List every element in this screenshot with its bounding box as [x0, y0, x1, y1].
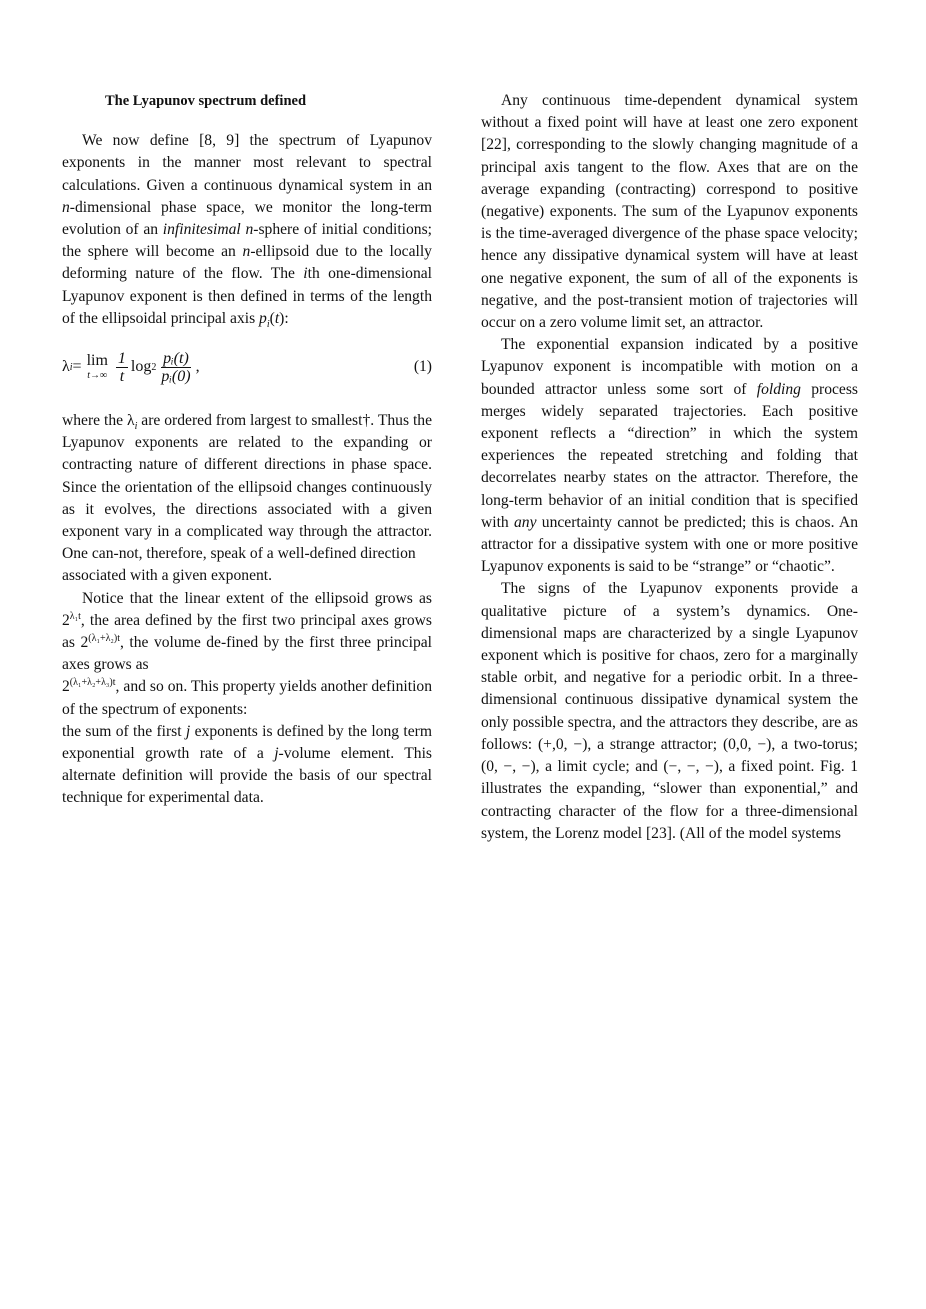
equation-number: (1) [413, 358, 432, 376]
paragraph-zero-exponent: Any continuous time-dependent dynamical system without a fixed point will have at least one zero exponent [22], corresponding to the slowly changing magnitude of a principal axis tangent to the flow. Axes that are on the average expanding (contracting) correspond to positive (negative) exponents. The sum of the Lyapunov exponents is the time-averaged divergence of the phase space velocity; hence any dissipative dynamical system will have at least one negative exponent, the sum of all of the exponents is negative, and the post-transient motion of trajectories will occur on a zero volume limit set, an attractor. [481, 92, 858, 332]
paragraph-ordering: where the $\lambda_i$ are ordered from largest to smallest†. Thus the Lyapunov exponents are related to the expanding or contracting nature of different directions in phase space. Since the orientation of the ellipsoid changes continuously as it evolves, the directions associated with a given exponent vary in a complicated way through the attractor. One can-not, therefore, speak of a well-defined direction [62, 412, 432, 563]
right-column [481, 90, 858, 845]
paragraph-growth: Notice that the linear extent of the ellipsoid grows as $2^{\lambda_1t}$, the area defined by the first two principal axes grows as $2^{(\lambda_1+\lambda_2)t}$, the volume de-fined by the first three principal axes grows as $2^{(\lambda_1+\lambda_2+\lambda_3)t}$, and so on. This property yields another definition of the spectrum of exponents: the sum of the first j exponents is defined by the long term exponential growth rate of a j-volume element. This alternate definition will provide the basis of our spectral technique for experimental data. [62, 589, 432, 807]
section-heading: The Lyapunov spectrum defined [105, 93, 307, 109]
left-column [62, 90, 432, 810]
paragraph-definition: We now define [8, 9] the spectrum of Lyapunov exponents in the manner most relevant to spectral calculations. Given a continuous dynamical system in an n-dimensional phase space, we monitor the long-term evolution of an infinitesimal n-sphere of initial conditions; the sphere will become an n-ellipsoid due to the locally deforming nature of the flow. The ith one-dimensional Lyapunov exponent is then defined in terms of the length of the ellipsoidal principal axis $p_i(t)$: [62, 132, 433, 330]
equation-1 [62, 346, 432, 392]
equation-body: λ i = lim t→∞ $\frac{1}{t}$ log 2 $\frac{\text{pᵢ(t)}}{\text{pᵢ(0)}}$ , [62, 350, 200, 386]
paragraph-ordering-end: associated with a given exponent. [62, 567, 273, 585]
paragraph-signs: The signs of the Lyapunov exponents provide a qualitative picture of a system’s dynamics. One-dimensional maps are characterized by a single Lyapunov exponent which is positive for chaos, zero for a marginally stable orbit, and negative for a periodic orbit. In a three-dimensional continuous dissipative dynamical system the only possible spectra, and the attractors they describe, are as follows: (+,0, −), a strange attractor; (0,0, −), a two-torus; (0, −, −), a limit cycle; and (−, −, −), a fixed point. Fig. 1 illustrates the expanding, “slower than exponential,” and contracting character of the flow for a three-dimensional system, the Lorenz model [23]. (All of the model systems [481, 580, 858, 842]
paragraph-folding: The exponential expansion indicated by a positive Lyapunov exponent is incompatible with motion on a bounded attractor unless some sort of folding process merges widely separated trajectories. Each positive exponent reflects a “direction” in which the system experiences the repeated stretching and folding that decorrelates nearby states on the attractor. Therefore, the long-term behavior of an initial condition that is specified with any uncertainty cannot be predicted; this is chaos. An attractor for a dissipative system with one or more positive Lyapunov exponents is said to be “strange” or “chaotic”. [481, 336, 858, 576]
